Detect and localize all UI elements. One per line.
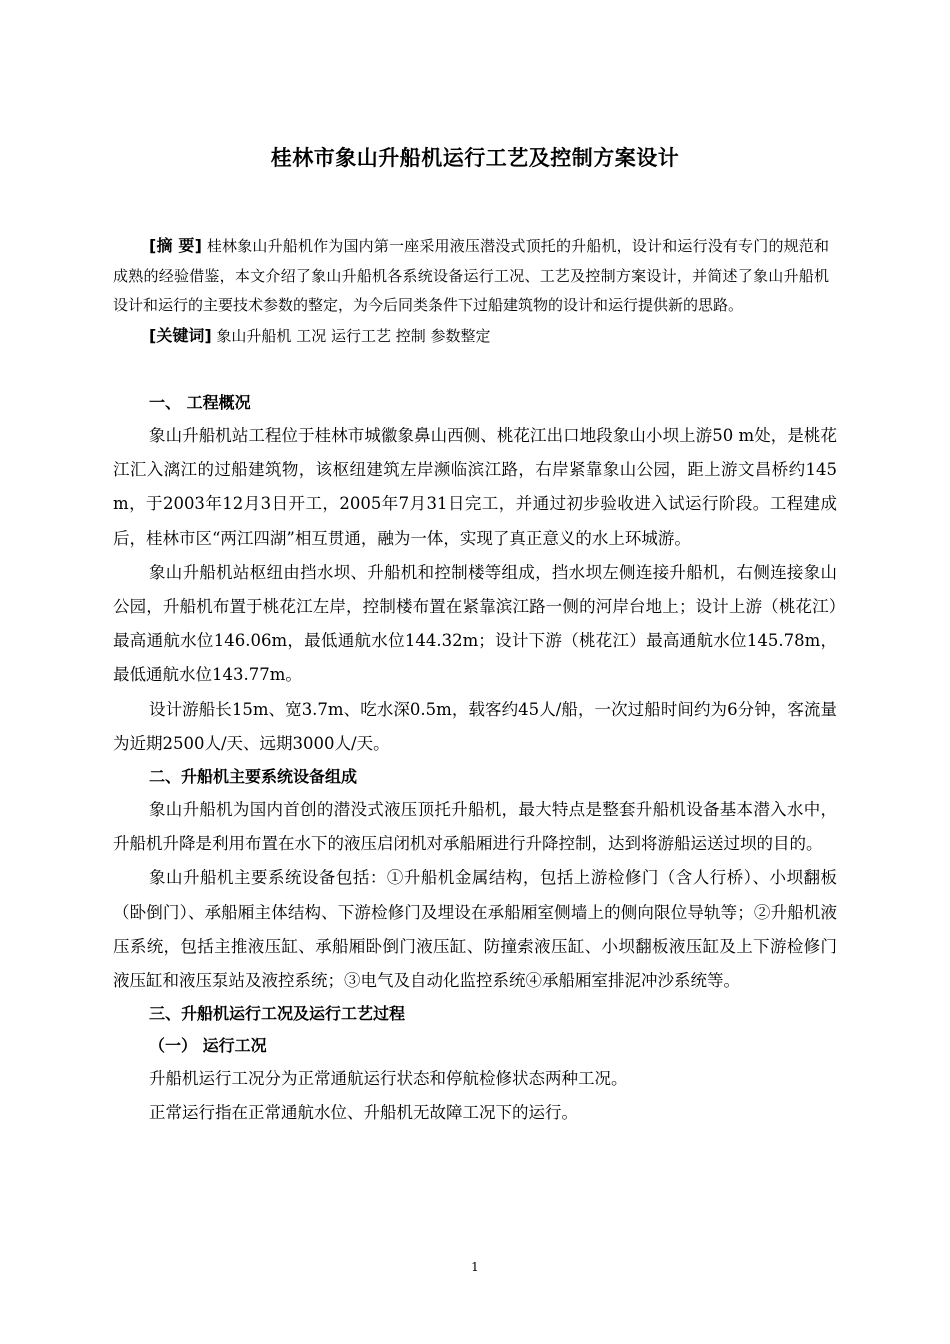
paragraph: 象山升船机站工程位于桂林市城徽象鼻山西侧、桃花江出口地段象山小坝上游50 m处，是桃花江汇入漓江的过船建筑物，该枢纽建筑左岸濒临滨江路，右岸紧靠象山公园，距上游文昌桥约145 m，于2003年12月3日开工，2005年7月31日完工，并通过初步验收进入试运行阶段。工程建成后，桂林市区“两江四湖”相互贯通，融为一体，实现了真正意义的水上环城游。: [113, 426, 837, 548]
paragraph: 象山升船机为国内首创的潜没式液压顶托升船机，最大特点是整套升船机设备基本潜入水中，升船机升降是利用布置在水下的液压启闭机对承船厢进行升降控制，达到将游船运送过坝的目的。: [113, 800, 837, 854]
abstract-text: 桂林象山升船机作为国内第一座采用液压潜没式顶托的升船机，设计和运行没有专门的规范和成熟的经验借鉴，本文介绍了象山升船机各系统设备运行工况、工艺及控制方案设计，并简述了象山升船机设计和运行的主要技术参数的整定，为今后同类条件下过船建筑物的设计和运行提供新的思路。: [113, 237, 829, 314]
paragraph: 正常运行指在正常通航水位、升船机无故障工况下的运行。: [149, 1103, 578, 1123]
subsection-heading-1: （一） 运行工况: [149, 1036, 267, 1056]
abstract: [113, 231, 837, 321]
keywords-text: 象山升船机 工况 运行工艺 控制 参数整定: [216, 326, 491, 345]
paragraph: 升船机运行工况分为正常通航运行状态和停航检修状态两种工况。: [149, 1069, 628, 1089]
paragraph: 象山升船机主要系统设备包括：①升船机金属结构，包括上游检修门（含人行桥）、小坝翻板（卧倒门）、承船厢主体结构、下游检修门及埋设在承船厢室侧墙上的侧向限位导轨等；②升船机液压系统，包括主推液压缸、承船厢卧倒门液压缸、防撞索液压缸、小坝翻板液压缸及上下游检修门液压缸和液压泵站及液控系统；③电气及自动化监控系统④承船厢室排泥冲沙系统等。: [113, 868, 837, 991]
paragraph: 象山升船机站枢纽由挡水坝、升船机和控制楼等组成，挡水坝左侧连接升船机，右侧连接象山公园，升船机布置于桃花江左岸，控制楼布置在紧靠滨江路一侧的河岸台地上；设计上游（桃花江）最高通航水位146.06m，最低通航水位144.32m；设计下游（桃花江）最高通航水位145.78m，最低通航水位143.77m。: [113, 562, 837, 685]
keywords-label: [关键词]: [149, 325, 212, 345]
section-heading-2: 二、升船机主要系统设备组成: [149, 767, 358, 787]
abstract-label: [摘 要]: [149, 236, 202, 255]
page-number: 1: [471, 1260, 479, 1274]
paragraph: 设计游船长15m、宽3.7m、吃水深0.5m，载客约45人/船，一次过船时间约为6分钟，客流量为近期2500人/天、远期3000人/天。: [113, 699, 837, 753]
section-heading-3: 三、升船机运行工况及运行工艺过程: [149, 1004, 406, 1024]
keywords: [113, 321, 837, 352]
paper-title: 桂林市象山升船机运行工艺及控制方案设计: [270, 146, 680, 170]
section-heading-1: 一、 工程概况: [149, 393, 251, 412]
